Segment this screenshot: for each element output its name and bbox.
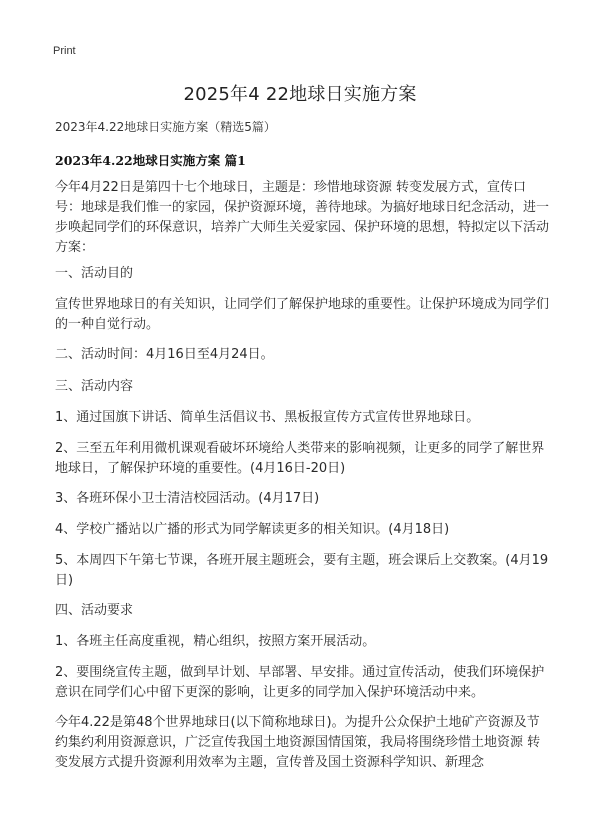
heading-activity-content: 三、活动内容	[55, 379, 134, 394]
document-subtitle: 2023年4.22地球日实施方案（精选5篇）	[55, 120, 276, 134]
print-label[interactable]: Print	[53, 45, 76, 57]
heading-activity-purpose: 一、活动目的	[55, 266, 134, 281]
intro-paragraph: 今年4月22日是第四十七个地球日，主题是：珍惜地球资源 转变发展方式，宣传口号：地球是我们惟一的家园，保护资源环境，善待地球。为搞好地球日纪念活动，进一步唤起同学们的环保意识，培养广大师生关爱家园、保护环境的思想，特拟定以下活动方案：	[55, 180, 550, 255]
content-item-2: 2、三至五年利用微机课观看破坏环境给人类带来的影响视频，让更多的同学了解世界地球日，了解保护环境的重要性。(4月16日-20日)	[55, 441, 545, 476]
earth-day-paragraph: 今年4.22是第48个世界地球日(以下简称地球日)。为提升公众保护土地矿产资源及节约集约利用资源意识，广泛宣传我国土地资源国情国策，我局将围绕珍惜土地资源 转变发展方式提升资源利用效率为主题，宣传普及国土资源科学知识、新理念	[55, 715, 541, 770]
heading-activity-requirements: 四、活动要求	[55, 603, 134, 618]
requirement-item-1: 1、各班主任高度重视，精心组织，按照方案开展活动。	[55, 634, 376, 649]
content-item-4: 4、学校广播站以广播的形式为同学解读更多的相关知识。(4月18日)	[55, 522, 450, 537]
content-item-1: 1、通过国旗下讲话、简单生活倡议书、黑板报宣传方式宣传世界地球日。	[55, 410, 480, 425]
content-item-3: 3、各班环保小卫士清洁校园活动。(4月17日)	[55, 491, 320, 506]
requirement-item-2: 2、要围绕宣传主题，做到早计划、早部署、早安排。通过宣传活动，使我们环境保护意识在同学们心中留下更深的影响，让更多的同学加入保护环境活动中来。	[55, 665, 545, 700]
document-title: 2025年4 22地球日实施方案	[183, 84, 417, 105]
content-item-5: 5、本周四下午第七节课，各班开展主题班会，要有主题，班会课后上交教案。(4月19日)	[55, 553, 549, 588]
purpose-paragraph: 宣传世界地球日的有关知识，让同学们了解保护地球的重要性。让保护环境成为同学们的一种自觉行动。	[55, 297, 550, 332]
section-heading: 2023年4.22地球日实施方案 篇1	[55, 153, 246, 168]
heading-activity-time: 二、活动时间：4月16日至4月24日。	[55, 347, 274, 362]
